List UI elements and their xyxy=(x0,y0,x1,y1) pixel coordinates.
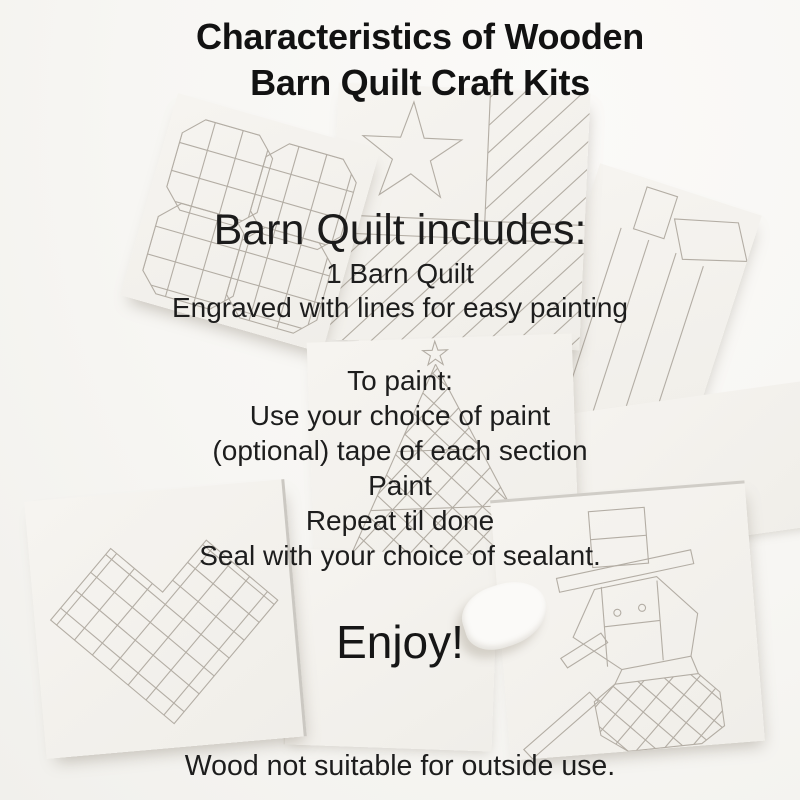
paint-step: Use your choice of paint xyxy=(249,400,551,431)
paint-step: (optional) tape of each section xyxy=(212,435,588,466)
includes-section xyxy=(0,203,800,325)
includes-item: Engraved with lines for easy painting xyxy=(171,292,629,323)
paint-step: Paint xyxy=(368,470,432,501)
paint-heading: To paint: xyxy=(347,365,453,396)
title-line-2: Barn Quilt Craft Kits xyxy=(250,62,590,103)
page-title xyxy=(40,14,800,106)
title-line-1: Characteristics of Wooden xyxy=(196,16,644,57)
includes-heading: Barn Quilt includes: xyxy=(213,206,587,254)
footer-disclaimer: Wood not suitable for outside use. xyxy=(184,750,616,782)
enjoy-text: Enjoy! xyxy=(336,616,464,668)
paint-step: Repeat til done xyxy=(305,505,495,536)
includes-item: 1 Barn Quilt xyxy=(326,258,474,289)
paint-instructions-section xyxy=(0,363,800,573)
paint-step: Seal with your choice of sealant. xyxy=(199,540,601,571)
